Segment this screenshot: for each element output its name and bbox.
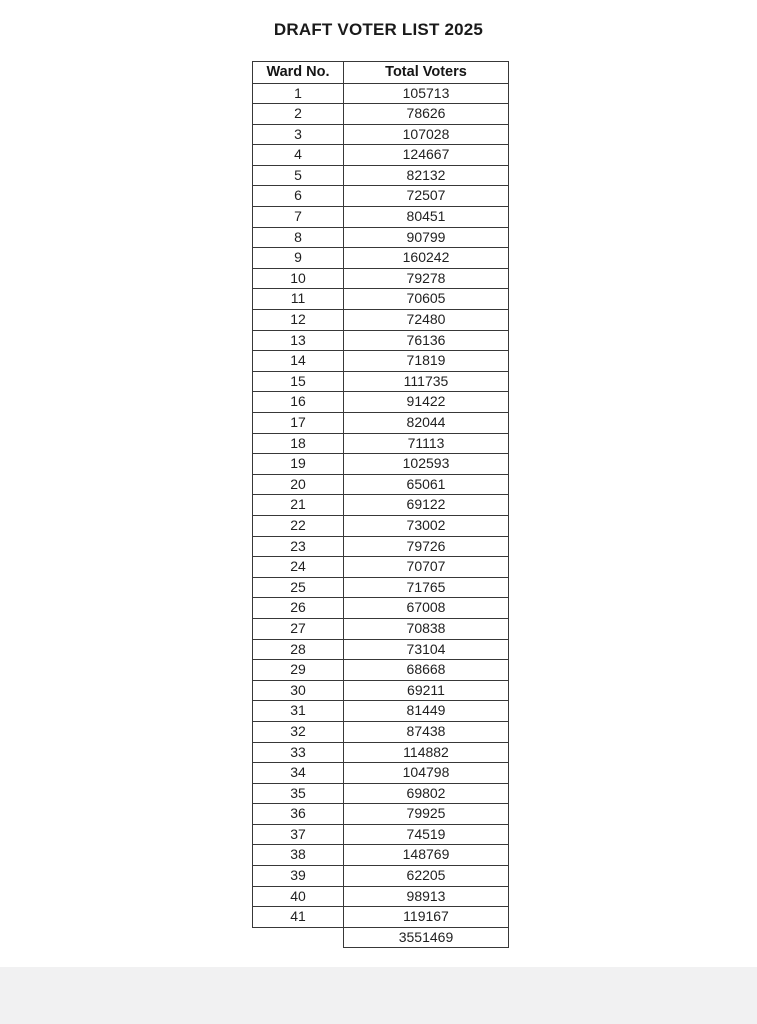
table-row [253,351,509,372]
table-row [253,824,509,845]
table-row [253,639,509,660]
total-voters-cell: 81449 [344,701,509,722]
total-voters-cell: 124667 [344,145,509,166]
table-row [253,433,509,454]
total-voters-cell: 104798 [344,763,509,784]
ward-number-cell: 30 [253,680,344,701]
ward-number-cell: 20 [253,474,344,495]
table-row [253,268,509,289]
total-voters-cell: 76136 [344,330,509,351]
total-voters-cell: 62205 [344,866,509,887]
page-title: DRAFT VOTER LIST 2025 [273,20,484,39]
ward-number-cell: 21 [253,495,344,516]
total-voters-cell: 102593 [344,454,509,475]
total-voters-cell: 79925 [344,804,509,825]
table-row [253,145,509,166]
total-voters-cell: 68668 [344,660,509,681]
ward-number-cell: 23 [253,536,344,557]
table-row [253,371,509,392]
total-voters-cell: 71765 [344,577,509,598]
total-voters-cell: 65061 [344,474,509,495]
table-row [253,454,509,475]
total-voters-cell: 119167 [344,907,509,928]
table-row [253,124,509,145]
total-voters-cell: 87438 [344,721,509,742]
ward-number-cell: 13 [253,330,344,351]
total-voters-cell: 90799 [344,227,509,248]
table-row [253,907,509,928]
ward-number-cell: 7 [253,207,344,228]
table-row [253,557,509,578]
ward-number-cell: 18 [253,433,344,454]
total-voters-cell: 69802 [344,783,509,804]
table-row [253,330,509,351]
ward-number-cell: 15 [253,371,344,392]
ward-number-cell: 16 [253,392,344,413]
total-voters-cell: 82044 [344,413,509,434]
ward-number-cell: 8 [253,227,344,248]
ward-number-cell: 29 [253,660,344,681]
table-row [253,474,509,495]
total-voters-cell: 70838 [344,618,509,639]
ward-number-cell: 38 [253,845,344,866]
ward-number-cell: 33 [253,742,344,763]
table-row [253,515,509,536]
total-voters-cell: 72507 [344,186,509,207]
total-voters-cell: 91422 [344,392,509,413]
total-voters-cell: 98913 [344,886,509,907]
table-row [253,845,509,866]
column-header-total-voters: Total Voters [344,62,509,84]
ward-number-cell: 2 [253,104,344,125]
table-row [253,392,509,413]
table-row [253,186,509,207]
total-voters-cell: 105713 [344,83,509,104]
table-row [253,618,509,639]
ward-number-cell: 32 [253,721,344,742]
table-row [253,804,509,825]
total-voters-cell: 160242 [344,248,509,269]
table-row [253,495,509,516]
total-voters-cell: 69122 [344,495,509,516]
ward-number-cell: 17 [253,413,344,434]
total-voters-cell: 71113 [344,433,509,454]
grand-total-value: 3551469 [344,927,509,948]
total-voters-cell: 70605 [344,289,509,310]
total-voters-cell: 82132 [344,165,509,186]
table-total-row [253,927,509,948]
ward-number-cell: 28 [253,639,344,660]
ward-number-cell: 26 [253,598,344,619]
total-voters-cell: 73002 [344,515,509,536]
table-row [253,413,509,434]
table-row [253,721,509,742]
ward-number-cell: 41 [253,907,344,928]
table-row [253,577,509,598]
ward-number-cell: 14 [253,351,344,372]
ward-number-cell: 1 [253,83,344,104]
table-row [253,207,509,228]
ward-number-cell: 24 [253,557,344,578]
ward-number-cell: 19 [253,454,344,475]
table-row [253,660,509,681]
ward-number-cell: 31 [253,701,344,722]
table-row [253,701,509,722]
total-voters-cell: 79726 [344,536,509,557]
table-row [253,742,509,763]
ward-number-cell: 35 [253,783,344,804]
table-row [253,83,509,104]
table-row [253,248,509,269]
ward-number-cell: 37 [253,824,344,845]
table-row [253,866,509,887]
total-voters-cell: 71819 [344,351,509,372]
total-voters-cell: 80451 [344,207,509,228]
table-row [253,763,509,784]
table-row [253,165,509,186]
ward-number-cell: 4 [253,145,344,166]
ward-number-cell: 5 [253,165,344,186]
ward-number-cell: 9 [253,248,344,269]
total-voters-cell: 78626 [344,104,509,125]
ward-number-cell: 22 [253,515,344,536]
total-voters-cell: 79278 [344,268,509,289]
total-row-empty-cell [253,927,344,948]
ward-number-cell: 11 [253,289,344,310]
footer-band [0,967,757,1024]
table-row [253,783,509,804]
ward-number-cell: 36 [253,804,344,825]
ward-number-cell: 39 [253,866,344,887]
total-voters-cell: 73104 [344,639,509,660]
table-row [253,227,509,248]
total-voters-cell: 69211 [344,680,509,701]
ward-number-cell: 3 [253,124,344,145]
total-voters-cell: 148769 [344,845,509,866]
total-voters-cell: 72480 [344,310,509,331]
ward-number-cell: 10 [253,268,344,289]
total-voters-cell: 70707 [344,557,509,578]
ward-number-cell: 27 [253,618,344,639]
ward-number-cell: 40 [253,886,344,907]
total-voters-cell: 111735 [344,371,509,392]
voter-table [252,61,509,948]
table-row [253,886,509,907]
table-row [253,104,509,125]
total-voters-cell: 67008 [344,598,509,619]
ward-number-cell: 34 [253,763,344,784]
ward-number-cell: 25 [253,577,344,598]
total-voters-cell: 74519 [344,824,509,845]
table-row [253,310,509,331]
ward-number-cell: 6 [253,186,344,207]
table-row [253,598,509,619]
table-row [253,289,509,310]
ward-number-cell: 12 [253,310,344,331]
table-row [253,536,509,557]
column-header-ward: Ward No. [253,62,344,84]
total-voters-cell: 107028 [344,124,509,145]
total-voters-cell: 114882 [344,742,509,763]
table-header-row [253,62,509,84]
table-row [253,680,509,701]
